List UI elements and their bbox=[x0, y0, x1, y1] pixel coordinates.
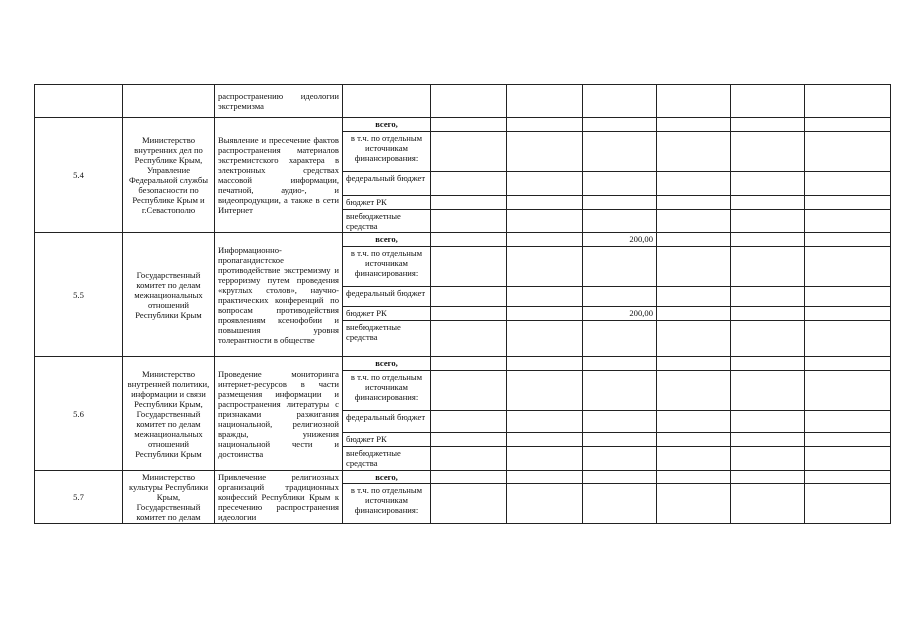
empty-cell bbox=[657, 321, 731, 357]
empty-cell bbox=[657, 247, 731, 287]
empty-cell bbox=[731, 357, 805, 371]
table-row bbox=[35, 233, 891, 247]
empty-cell bbox=[507, 210, 583, 233]
funding-source: федеральный бюджет bbox=[343, 287, 431, 307]
year-amount bbox=[583, 357, 657, 371]
funding-source: всего, bbox=[343, 118, 431, 132]
empty-cell bbox=[431, 196, 507, 210]
item-number: 5.6 bbox=[35, 357, 123, 471]
empty-cell bbox=[431, 447, 507, 471]
empty-cell bbox=[657, 287, 731, 307]
empty-cell bbox=[507, 196, 583, 210]
year-amount bbox=[583, 196, 657, 210]
funding-source: федеральный бюджет bbox=[343, 172, 431, 196]
empty-cell bbox=[657, 357, 731, 371]
empty-cell bbox=[507, 357, 583, 371]
empty-cell bbox=[431, 210, 507, 233]
year-amount bbox=[583, 118, 657, 132]
empty-cell bbox=[507, 471, 583, 484]
funding-source: бюджет РК bbox=[343, 196, 431, 210]
item-number: 5.7 bbox=[35, 471, 123, 524]
empty-cell bbox=[431, 233, 507, 247]
empty-cell bbox=[805, 307, 891, 321]
funding-source: бюджет РК bbox=[343, 433, 431, 447]
empty-cell bbox=[805, 247, 891, 287]
empty-cell bbox=[507, 118, 583, 132]
empty-cell bbox=[583, 85, 657, 118]
funding-source: в т.ч. по отдельным источникам финансирования: bbox=[343, 132, 431, 172]
empty-cell bbox=[731, 411, 805, 433]
empty-cell bbox=[507, 447, 583, 471]
funding-source: в т.ч. по отдельным источникам финансирования: bbox=[343, 247, 431, 287]
empty-cell bbox=[431, 357, 507, 371]
empty-cell bbox=[657, 172, 731, 196]
empty-cell bbox=[731, 85, 805, 118]
empty-cell bbox=[805, 411, 891, 433]
empty-cell bbox=[123, 85, 215, 118]
table-row bbox=[35, 471, 891, 484]
funding-source: бюджет РК bbox=[343, 307, 431, 321]
empty-cell bbox=[805, 233, 891, 247]
empty-cell bbox=[657, 307, 731, 321]
year-amount bbox=[583, 471, 657, 484]
empty-cell bbox=[431, 371, 507, 411]
empty-cell bbox=[657, 196, 731, 210]
empty-cell bbox=[507, 411, 583, 433]
year-amount bbox=[583, 447, 657, 471]
activity-cell: распространению идеологии экстремизма bbox=[215, 85, 343, 118]
empty-cell bbox=[805, 357, 891, 371]
empty-cell bbox=[657, 371, 731, 411]
empty-cell bbox=[731, 307, 805, 321]
empty-cell bbox=[805, 287, 891, 307]
activity-description: Выявление и пресечение фактов распространения материалов экстремистского характера в электронных средствах массовой информации, печатной, аудио-, и видеопродукции, а также в сети Интернет bbox=[215, 118, 343, 233]
empty-cell bbox=[431, 471, 507, 484]
year-amount bbox=[583, 247, 657, 287]
empty-cell bbox=[657, 433, 731, 447]
empty-cell bbox=[431, 118, 507, 132]
empty-cell bbox=[507, 321, 583, 357]
empty-cell bbox=[657, 118, 731, 132]
empty-cell bbox=[657, 85, 731, 118]
empty-cell bbox=[431, 484, 507, 524]
empty-cell bbox=[657, 484, 731, 524]
empty-cell bbox=[805, 321, 891, 357]
responsible-organization: Министерство внутренних дел по Республике Крым, Управление Федеральной службы безопасности по Республике Крым и г.Севастополю bbox=[123, 118, 215, 233]
year-amount bbox=[583, 433, 657, 447]
empty-cell bbox=[35, 85, 123, 118]
empty-cell bbox=[657, 210, 731, 233]
empty-cell bbox=[431, 132, 507, 172]
item-number: 5.5 bbox=[35, 233, 123, 357]
funding-source: в т.ч. по отдельным источникам финансирования: bbox=[343, 371, 431, 411]
empty-cell bbox=[507, 172, 583, 196]
empty-cell bbox=[431, 172, 507, 196]
funding-source: внебюджетные средства bbox=[343, 210, 431, 233]
empty-cell bbox=[731, 210, 805, 233]
responsible-organization: Государственный комитет по делам межнациональных отношений Республики Крым bbox=[123, 233, 215, 357]
empty-cell bbox=[805, 371, 891, 411]
empty-cell bbox=[731, 371, 805, 411]
empty-cell bbox=[657, 471, 731, 484]
empty-cell bbox=[431, 287, 507, 307]
empty-cell bbox=[657, 233, 731, 247]
empty-cell bbox=[507, 307, 583, 321]
table-row bbox=[35, 85, 891, 118]
empty-cell bbox=[731, 118, 805, 132]
responsible-organization: Министерство культуры Республики Крым, Государственный комитет по делам bbox=[123, 471, 215, 524]
empty-cell bbox=[805, 196, 891, 210]
empty-cell bbox=[805, 132, 891, 172]
empty-cell bbox=[431, 85, 507, 118]
table-row bbox=[35, 357, 891, 371]
empty-cell bbox=[805, 210, 891, 233]
funding-source: федеральный бюджет bbox=[343, 411, 431, 433]
year-amount bbox=[583, 371, 657, 411]
empty-cell bbox=[805, 484, 891, 524]
activity-description: Информационно-пропагандистское противодействие экстремизму и терроризму путем проведения «круглых столов», научно-практических конференций по вопросам противодействия проявлениям ксенофобии и повышения уровня толерантности в обществе bbox=[215, 233, 343, 357]
activity-description: Привлечение религиозных организаций традиционных конфессий Республики Крым к пресечению распространения идеологии bbox=[215, 471, 343, 524]
empty-cell bbox=[805, 118, 891, 132]
empty-cell bbox=[507, 433, 583, 447]
empty-cell bbox=[805, 433, 891, 447]
funding-source: всего, bbox=[343, 233, 431, 247]
empty-cell bbox=[507, 85, 583, 118]
empty-cell bbox=[731, 321, 805, 357]
responsible-organization: Министерство внутренней политики, информации и связи Республики Крым, Государственный комитет по делам межнациональных отношений Республики Крым bbox=[123, 357, 215, 471]
empty-cell bbox=[343, 85, 431, 118]
empty-cell bbox=[805, 471, 891, 484]
funding-source: внебюджетные средства bbox=[343, 321, 431, 357]
empty-cell bbox=[507, 132, 583, 172]
funding-source: всего, bbox=[343, 471, 431, 484]
year-amount bbox=[583, 172, 657, 196]
empty-cell bbox=[731, 233, 805, 247]
empty-cell bbox=[731, 447, 805, 471]
year-amount bbox=[583, 411, 657, 433]
year-amount bbox=[583, 287, 657, 307]
empty-cell bbox=[731, 471, 805, 484]
empty-cell bbox=[805, 447, 891, 471]
empty-cell bbox=[507, 484, 583, 524]
activity-description: Проведение мониторинга интернет-ресурсов в части размещения информации и распространения литературы с признаками разжигания национальной, религиозной вражды, унижения национальной чести и достоинства bbox=[215, 357, 343, 471]
year-amount bbox=[583, 132, 657, 172]
empty-cell bbox=[507, 371, 583, 411]
table-body bbox=[35, 85, 891, 524]
empty-cell bbox=[657, 447, 731, 471]
empty-cell bbox=[507, 247, 583, 287]
empty-cell bbox=[507, 233, 583, 247]
funding-source: всего, bbox=[343, 357, 431, 371]
empty-cell bbox=[431, 321, 507, 357]
empty-cell bbox=[731, 196, 805, 210]
empty-cell bbox=[657, 132, 731, 172]
empty-cell bbox=[805, 172, 891, 196]
funding-source: в т.ч. по отдельным источникам финансирования: bbox=[343, 484, 431, 524]
empty-cell bbox=[731, 172, 805, 196]
financing-table bbox=[34, 84, 891, 524]
empty-cell bbox=[731, 287, 805, 307]
empty-cell bbox=[731, 132, 805, 172]
empty-cell bbox=[431, 307, 507, 321]
empty-cell bbox=[731, 484, 805, 524]
empty-cell bbox=[431, 247, 507, 287]
empty-cell bbox=[731, 433, 805, 447]
year-amount: 200,00 bbox=[583, 307, 657, 321]
year-amount bbox=[583, 484, 657, 524]
empty-cell bbox=[507, 287, 583, 307]
table-row bbox=[35, 118, 891, 132]
empty-cell bbox=[431, 433, 507, 447]
empty-cell bbox=[805, 85, 891, 118]
funding-source: внебюджетные средства bbox=[343, 447, 431, 471]
empty-cell bbox=[657, 411, 731, 433]
year-amount bbox=[583, 321, 657, 357]
empty-cell bbox=[731, 247, 805, 287]
year-amount: 200,00 bbox=[583, 233, 657, 247]
empty-cell bbox=[431, 411, 507, 433]
item-number: 5.4 bbox=[35, 118, 123, 233]
year-amount bbox=[583, 210, 657, 233]
